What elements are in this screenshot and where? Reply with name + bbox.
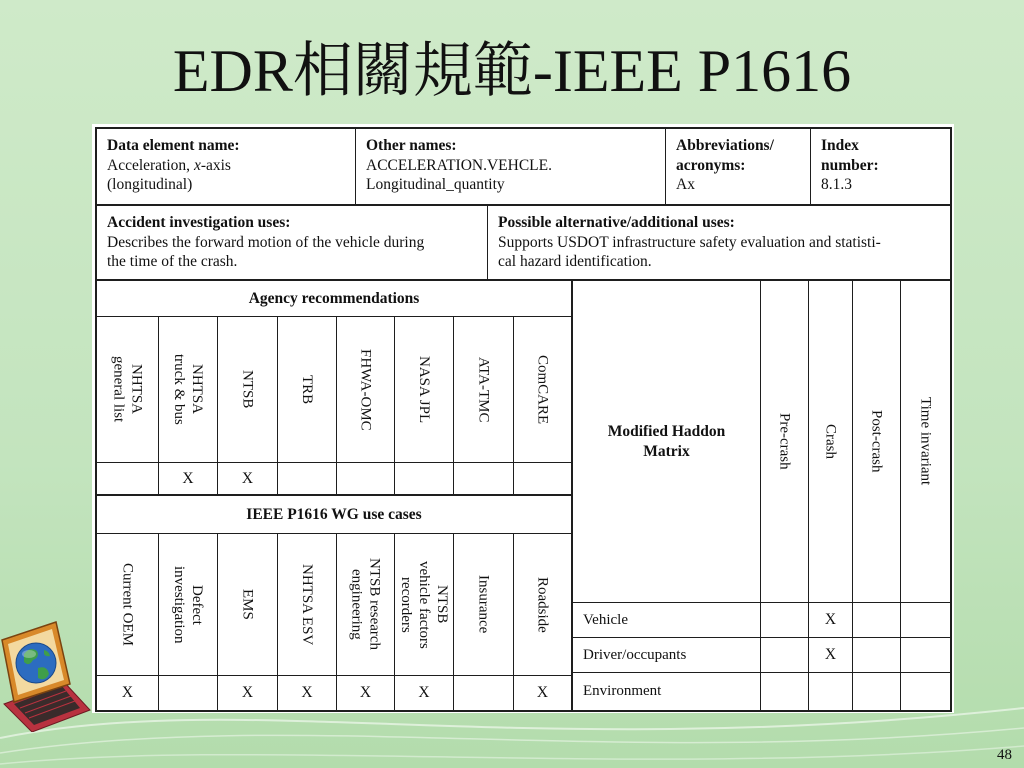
label-line: Time invariant <box>917 397 934 486</box>
agency-mark-cell <box>514 463 573 496</box>
abbreviations-heading-line: Abbreviations/ <box>676 137 774 154</box>
page-number: 48 <box>997 747 1012 763</box>
agency-column-label <box>357 349 375 431</box>
label-line: Defect <box>189 584 205 625</box>
accident-investigation-uses-line: Describes the forward motion of the vehicle during <box>107 233 425 251</box>
wg-column-label <box>298 564 316 645</box>
wg-column-header <box>97 534 159 676</box>
wg-mark-cell: X <box>337 676 395 710</box>
agency-column-label <box>475 357 493 422</box>
haddon-phase-label <box>776 413 794 470</box>
agency-mark-cell <box>337 463 395 496</box>
other-names-cell <box>356 129 666 206</box>
agency-column-header <box>514 317 573 463</box>
wg-column-header <box>159 534 218 676</box>
wg-column-label <box>534 577 552 633</box>
data-element-name-suffix: -axis <box>200 156 231 174</box>
haddon-phase-header <box>901 281 950 603</box>
wg-mark-cell <box>454 676 514 710</box>
label-line: NASA JPL <box>416 355 432 424</box>
agency-column-label <box>239 370 257 408</box>
wg-mark-cell: X <box>97 676 159 710</box>
index-number-value: 8.1.3 <box>821 176 852 193</box>
haddon-matrix-heading <box>573 281 761 603</box>
agency-mark-cell <box>395 463 454 496</box>
label-line: NTSB <box>239 370 256 409</box>
agency-recommendations-heading: Agency recommendations <box>97 281 573 317</box>
agency-column-header <box>97 317 159 463</box>
label-line: investigation <box>171 565 187 644</box>
haddon-mark-cell <box>901 603 950 638</box>
wg-column-label <box>239 589 257 620</box>
haddon-mark-cell <box>809 673 853 710</box>
index-number-heading-line: number: <box>821 156 879 174</box>
label-line: Post-crash <box>868 410 885 473</box>
agency-column-header <box>218 317 278 463</box>
index-number-cell <box>811 129 950 206</box>
data-element-name-variable: x <box>193 156 201 174</box>
label-line: ComCARE <box>534 354 551 425</box>
agency-column-header <box>395 317 454 463</box>
wg-mark-cell <box>159 676 218 710</box>
label-line: truck & bus <box>171 354 187 425</box>
agency-column-label <box>415 356 433 423</box>
label-line: EMS <box>239 589 256 620</box>
agency-column-label <box>298 375 316 404</box>
heading-line: Matrix <box>643 442 690 460</box>
wg-column-header <box>514 534 573 676</box>
wg-column-label <box>170 566 206 644</box>
haddon-phase-label <box>917 397 935 485</box>
agency-column-header <box>159 317 218 463</box>
haddon-phase-header <box>809 281 853 603</box>
wg-column-label <box>119 563 137 646</box>
label-line: engineering <box>348 569 365 640</box>
haddon-mark-cell: X <box>809 603 853 638</box>
haddon-mark-cell <box>761 603 809 638</box>
label-line: ATA-TMC <box>475 356 492 423</box>
alternative-uses-cell <box>488 206 950 281</box>
wg-mark-cell: X <box>514 676 573 710</box>
accident-investigation-uses-cell <box>97 206 488 281</box>
label-line: Crash <box>822 424 839 459</box>
abbreviations-heading-line: acronyms: <box>676 156 746 174</box>
agency-column-header <box>454 317 514 463</box>
globe-icon <box>16 643 56 683</box>
haddon-phase-label <box>868 410 886 473</box>
data-element-name-cell <box>97 129 356 206</box>
ieee-p1616-data-element-table <box>95 127 952 712</box>
wg-column-label <box>475 575 493 633</box>
haddon-mark-cell <box>853 638 901 673</box>
label-line: Roadside <box>534 576 551 633</box>
haddon-matrix-heading-text <box>608 422 726 462</box>
data-element-name-heading: Data element name: <box>107 137 240 154</box>
wg-mark-cell: X <box>278 676 337 710</box>
wg-column-header <box>218 534 278 676</box>
data-element-name-value <box>107 156 345 176</box>
label-line: vehicle factors <box>416 560 432 649</box>
agency-column-header <box>337 317 395 463</box>
data-element-name-prefix: Acceleration, <box>107 156 194 174</box>
label-line: NTSB research <box>366 558 383 651</box>
haddon-mark-cell <box>761 673 809 710</box>
wg-column-header <box>337 534 395 676</box>
accident-investigation-uses-line: the time of the crash. <box>107 253 238 270</box>
haddon-phase-label <box>822 424 840 459</box>
wg-use-cases-heading: IEEE P1616 WG use cases <box>97 496 573 534</box>
laptop-globe-icon <box>0 612 92 732</box>
slide-title: EDR相關規範-IEEE P1616 <box>172 38 852 104</box>
other-names-line: ACCELERATION.VEHCLE. <box>366 156 552 174</box>
haddon-phase-header <box>761 281 809 603</box>
index-number-heading-line: Index <box>821 137 859 154</box>
agency-column-header <box>278 317 337 463</box>
abbreviations-value: Ax <box>676 176 695 193</box>
agency-mark-cell <box>278 463 337 496</box>
agency-mark-cell <box>97 463 159 496</box>
haddon-mark-cell <box>853 673 901 710</box>
haddon-row-label: Driver/occupants <box>573 638 761 673</box>
haddon-row-label: Environment <box>573 673 761 710</box>
agency-mark-cell: X <box>159 463 218 496</box>
haddon-mark-cell <box>853 603 901 638</box>
heading-line: Modified Haddon <box>607 422 726 440</box>
haddon-row-label: Vehicle <box>573 603 761 638</box>
label-line: recorders <box>398 576 414 633</box>
haddon-phase-header <box>853 281 901 603</box>
alternative-uses-line: cal hazard identification. <box>498 253 652 270</box>
label-line: Current OEM <box>119 563 136 646</box>
wg-mark-cell: X <box>395 676 454 710</box>
label-line: Insurance <box>475 575 492 634</box>
haddon-mark-cell <box>761 638 809 673</box>
haddon-mark-cell <box>901 673 950 710</box>
agency-mark-cell: X <box>218 463 278 496</box>
wg-column-header <box>395 534 454 676</box>
data-element-name-qualifier: (longitudinal) <box>107 176 193 193</box>
label-line: NHTSA <box>128 364 145 415</box>
wg-column-header <box>454 534 514 676</box>
haddon-mark-cell <box>901 638 950 673</box>
label-line: FHWA-OMC <box>357 348 374 431</box>
alternative-uses-line: Supports USDOT infrastructure safety evaluation and statisti- <box>498 233 881 251</box>
alternative-uses-heading: Possible alternative/additional uses: <box>498 214 735 231</box>
other-names-heading: Other names: <box>366 137 457 154</box>
agency-column-label <box>534 355 552 424</box>
label-line: TRB <box>299 374 315 405</box>
accident-investigation-uses-heading: Accident investigation uses: <box>107 214 291 231</box>
abbreviations-cell <box>666 129 811 206</box>
agency-column-label <box>110 356 146 422</box>
wg-column-label <box>348 558 384 650</box>
wg-mark-cell: X <box>218 676 278 710</box>
label-line: NHTSA ESV <box>299 563 315 646</box>
label-line: Pre-crash <box>776 413 793 470</box>
wg-column-header <box>278 534 337 676</box>
agency-mark-cell <box>454 463 514 496</box>
label-line: general list <box>110 356 127 423</box>
label-line: NHTSA <box>189 364 205 415</box>
label-line: NTSB <box>434 585 450 624</box>
haddon-mark-cell: X <box>809 638 853 673</box>
agency-column-label <box>170 354 206 425</box>
other-names-line: Longitudinal_quantity <box>366 176 505 193</box>
wg-column-label <box>397 561 451 649</box>
